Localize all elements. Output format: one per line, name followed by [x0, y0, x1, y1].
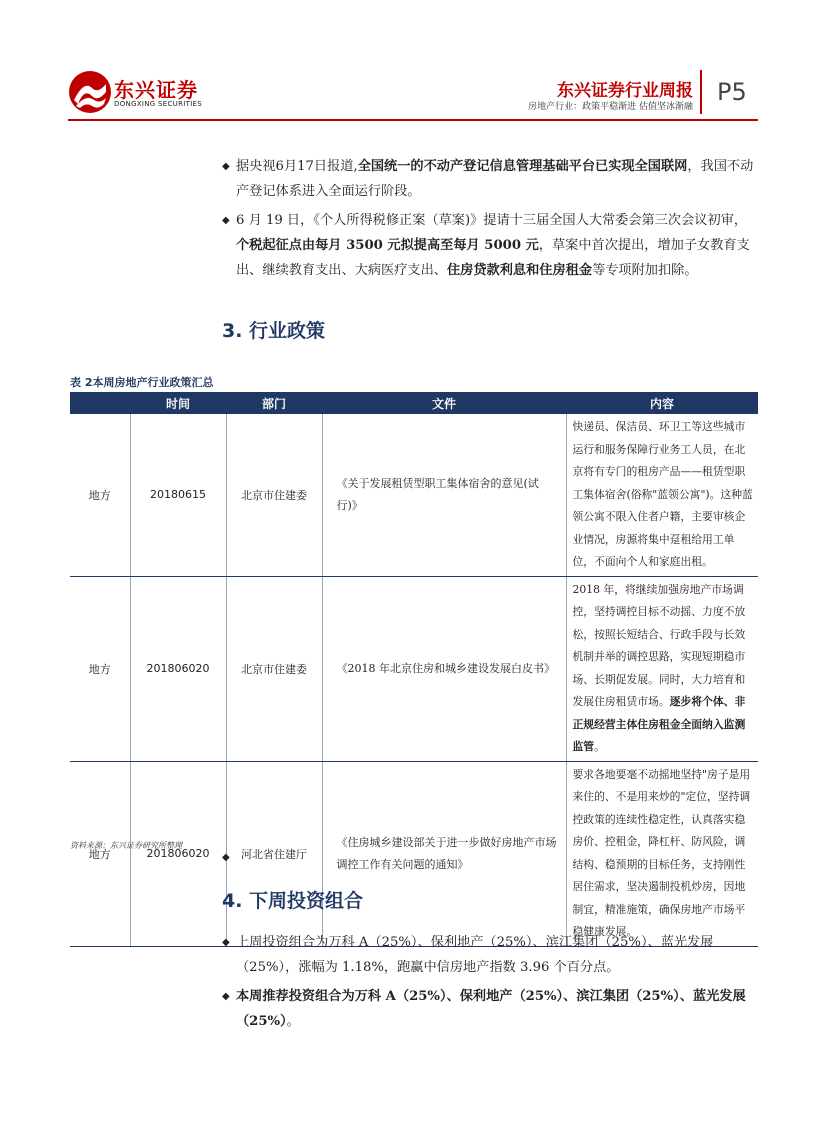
dept-cell: 河北省住建厅 [226, 761, 322, 946]
header-cell-blank [70, 392, 130, 414]
header-cell-dept: 部门 [226, 392, 322, 414]
date-cell: 201806020 [130, 576, 226, 761]
diamond-bullet-icon: ◆ [222, 991, 230, 1002]
bullet-text [222, 984, 758, 1034]
logo-english-name: DONGXING SECURITIES [114, 100, 203, 108]
logo-chinese-name: 东兴证券 [114, 78, 198, 102]
date-cell: 20180615 [130, 414, 226, 576]
text-run: 等专项附加扣除。 [592, 263, 698, 278]
policy-table [70, 392, 758, 947]
table-row [70, 414, 758, 576]
header-rule [68, 119, 758, 121]
page-number: P5 [717, 78, 747, 106]
bullet-item-next-portfolio [222, 984, 758, 1034]
section-heading-portfolio: 4. 下周投资组合 [222, 890, 364, 912]
bullet-text [222, 154, 758, 204]
content-cell [566, 576, 758, 761]
region-cell: 地方 [70, 576, 130, 761]
diamond-bullet-icon: ◆ [222, 161, 230, 172]
section-heading-policy: 3. 行业政策 [222, 320, 326, 342]
text-run: 要求各地要毫不动摇地坚持"房子是用来住的、不是用来炒的"定位，坚持调控政策的连续性稳定性，认真落实稳房价、控租金，降杠杆、防风险，调结构、稳预期的目标任务，支持刚性居住需求，坚决遏制投机炒房，因地制宜，精准施策，确保房地产市场平稳健康发展。 [572, 767, 751, 938]
text-run: 。 [594, 740, 605, 753]
header-divider [700, 70, 702, 114]
diamond-bullet-icon: ◆ [222, 215, 230, 226]
dept-cell: 北京市住建委 [226, 576, 322, 761]
report-subtitle: 房地产行业：政策平稳渐进 估值坚冰渐融 [528, 102, 693, 112]
table-caption: 表 2本周房地产行业政策汇总 [70, 376, 214, 389]
dept-cell: 北京市住建委 [226, 414, 322, 576]
logo-mark-icon [68, 70, 112, 114]
text-run-bold: 本周推荐投资组合为万科 A（25%）、保利地产（25%）、滨江集团（25%）、蓝光发展（25%） [236, 989, 746, 1029]
bullet-item-last-portfolio [222, 930, 758, 980]
table-row [70, 761, 758, 946]
doc-cell: 《住房城乡建设部关于进一步做好房地产市场调控工作有关问题的通知》 [322, 761, 566, 946]
content-cell [566, 414, 758, 576]
date-cell: 201806020 [130, 761, 226, 946]
doc-cell: 《关于发展租赁型职工集体宿舍的意见(试行)》 [322, 414, 566, 576]
text-run: 2018 年，将继续加强房地产市场调控，坚持调控目标不动摇、力度不放松，按照长短结合、行政手段与长效机制并举的调控思路，实现短期稳市场、长期促发展。同时，大力培育和发展住房租赁市场。 [572, 582, 746, 708]
company-logo [68, 70, 203, 116]
text-run: ，草案中首次提出，增加子女教育支出、继续教育支出、大病医疗支出、 [236, 238, 750, 278]
text-run-bold: 住房贷款利息和住房租金 [447, 263, 593, 278]
text-run: 上周投资组合为万科 A（25%）、保利地产（25%）、滨江集团（25%）、蓝光发展（25%），涨幅为 1.18%，跑赢中信房地产指数 3.96 个百分点。 [236, 935, 714, 975]
text-run-bold: 逐步将个体、非正规经营主体住房租金全面纳入监测监管 [572, 695, 746, 753]
content-cell [566, 761, 758, 946]
bullet-text [222, 208, 758, 283]
text-run: 。 [286, 1014, 300, 1029]
text-run: 6 月 19 日，《个人所得税修正案（草案)》提请十三届全国人大常委会第三次会议初审， [236, 213, 748, 228]
report-title: 东兴证券行业周报 [557, 81, 693, 101]
diamond-bullet-icon: ◆ [222, 937, 230, 948]
table-source-note: 资料来源：东兴证券研究所整理 [70, 841, 182, 850]
doc-cell: 《2018 年北京住房和城乡建设发展白皮书》 [322, 576, 566, 761]
table-row [70, 576, 758, 761]
text-run-bold: 个税起征点由每月 3500 元拟提高至每月 5000 元 [236, 238, 539, 253]
header-cell-content: 内容 [566, 392, 758, 414]
text-run-bold: 全国统一的不动产登记信息管理基础平台已实现全国联网 [357, 159, 688, 174]
bullet-item-registry [222, 154, 758, 204]
table-header-row [70, 392, 758, 414]
bullet-text [222, 930, 758, 980]
text-run: 快递员、保洁员、环卫工等这些城市运行和服务保障行业务工人员，在北京将有专门的租房产品——租赁型职工集体宿舍(俗称"蓝领公寓")。这种蓝领公寓不限入住者户籍，主要审核企业情况，房源将集中趸租给用工单位，不面向个人和家庭出租。 [572, 420, 753, 568]
region-cell: 地方 [70, 761, 130, 946]
bullet-item-tax [222, 208, 758, 283]
text-run: ，我国不动产登记体系进入全面运行阶段。 [236, 159, 754, 199]
header-cell-date: 时间 [130, 392, 226, 414]
region-cell: 地方 [70, 414, 130, 576]
text-run: 据央视6月17日报道, [236, 159, 358, 174]
diamond-bullet-icon: ◆ [222, 852, 230, 863]
header-cell-doc: 文件 [322, 392, 566, 414]
